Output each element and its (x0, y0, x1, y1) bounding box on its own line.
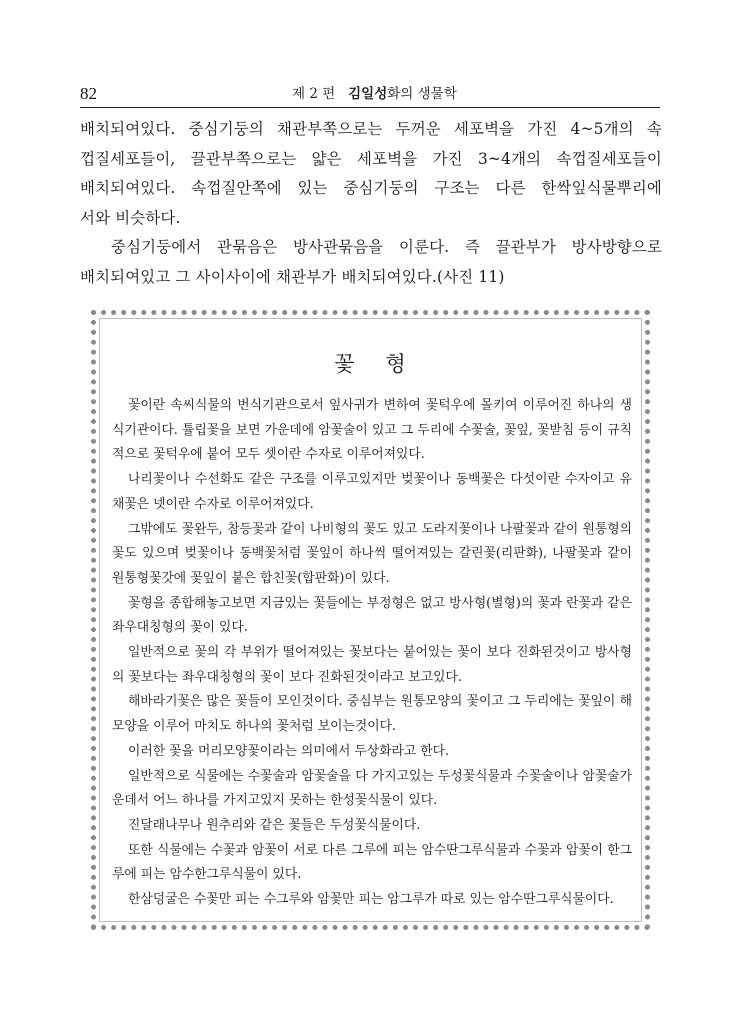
box-paragraph: 꽃이란 속씨식물의 번식기관으로서 잎사귀가 변하여 꽃턱우에 몰키여 이루어진 하나의 생식기관이다. 튤립꽃을 보면 가운데에 암꽃술이 있고 그 두리에 수꽃술, 꽃잎, 꽃받침 등이 규칙적으로 꽃턱우에 붙어 모두 셋이란 수자로 이루어져있다. (112, 398, 632, 463)
title-leader-name: 김일성 (348, 86, 388, 102)
box-paragraph: 일반적으로 꽃의 각 부위가 떨어져있는 꽃보다는 붙어있는 꽃이 보다 진화된것이고 방사형의 꽃보다는 좌우대칭형의 꽃이 보다 진화된것이라고 보고있다. (112, 645, 632, 685)
running-head (292, 85, 457, 103)
box-title (96, 351, 645, 377)
text-line: 껍질세포들이, 끌관부쪽으로는 얇은 세포벽을 가진 3~4개의 속껍질세포들이 (80, 149, 662, 168)
chapter-label: 제 2 편 (292, 86, 336, 102)
box-paragraph: 진달래나무나 원추리와 같은 꽃들은 두성꽃식물이다. (128, 817, 421, 833)
text-line: 배치되여있다. 중심기둥의 채관부쪽으로는 두꺼운 세포벽을 가진 4~5개의 속 (80, 120, 662, 138)
box-paragraph: 또한 식물에는 수꽃과 암꽃이 서로 다른 그루에 피는 암수딴그루식물과 수꽃과 암꽃이 한그루에 피는 암수한그루식물이 있다. (112, 842, 632, 883)
text-line: 배치되여있다. 속껍질안쪽에 있는 중심기둥의 구조는 다른 한싹잎식물뿌리에 (80, 179, 662, 198)
box-paragraph: 해바라기꽃은 많은 꽃들이 모인것이다. 중심부는 원통모양의 꽃이고 그 두리에는 꽃잎이 해모양을 이루어 마치도 하나의 꽃처럼 보이는것이다. (112, 694, 632, 735)
text-line: 배치되여있고 그 사이사이에 채관부가 배치되여있다.(사진 11) (80, 267, 505, 286)
sidebar-box (91, 310, 650, 930)
text-line: 중심기둥에서 관묶음은 방사관묶음을 이룬다. 즉 끌관부가 방사방향으로 (111, 238, 662, 257)
box-paragraph: 꽃형을 종합해놓고보면 지금있는 꽃들에는 부정형은 없고 방사형(별형)의 꽃과 란꽃과 같은 좌우대칭형의 꽃이 있다. (112, 595, 632, 636)
text-line: 서와 비슷하다. (80, 208, 181, 227)
page-header (80, 84, 660, 106)
box-paragraph: 나리꽃이나 수선화도 같은 구조를 이루고있지만 벚꽃이나 동백꽃은 다섯이란 수자이고 유채꽃은 넷이란 수자로 이루어져있다. (112, 472, 632, 512)
box-text (112, 394, 632, 913)
header-rule (80, 107, 660, 108)
main-text (80, 115, 662, 293)
box-title-part: 형 (385, 352, 407, 376)
page-number: 82 (80, 84, 97, 103)
title-rest: 화의 생물학 (387, 86, 457, 102)
box-paragraph: 그밖에도 꽃완두, 참등꽃과 같이 나비형의 꽃도 있고 도라지꽃이나 나팔꽃과 같이 원통형의 꽃도 있으며 벚꽃이나 동백꽃처럼 꽃잎이 하나씩 떨어져있는 갈린꽃(리판화), 나팔꽃과 같이 원통형꽃갓에 꽃잎이 붙은 합친꽃(합판화)이 있다. (112, 521, 632, 586)
box-paragraph: 일반적으로 식물에는 수꽃술과 암꽃술을 다 가지고있는 두성꽃식물과 수꽃술이나 암꽃술가운데서 어느 하나를 가지고있지 못하는 한성꽃식물이 있다. (112, 768, 632, 809)
box-paragraph: 한삼덩굴은 수꽃만 피는 수그루와 암꽃만 피는 암그루가 따로 있는 암수딴그루식물이다. (128, 892, 614, 908)
box-title-part: 꽃 (334, 352, 356, 376)
box-paragraph: 이러한 꽃을 머리모양꽃이라는 의미에서 두상화라고 한다. (128, 743, 450, 759)
